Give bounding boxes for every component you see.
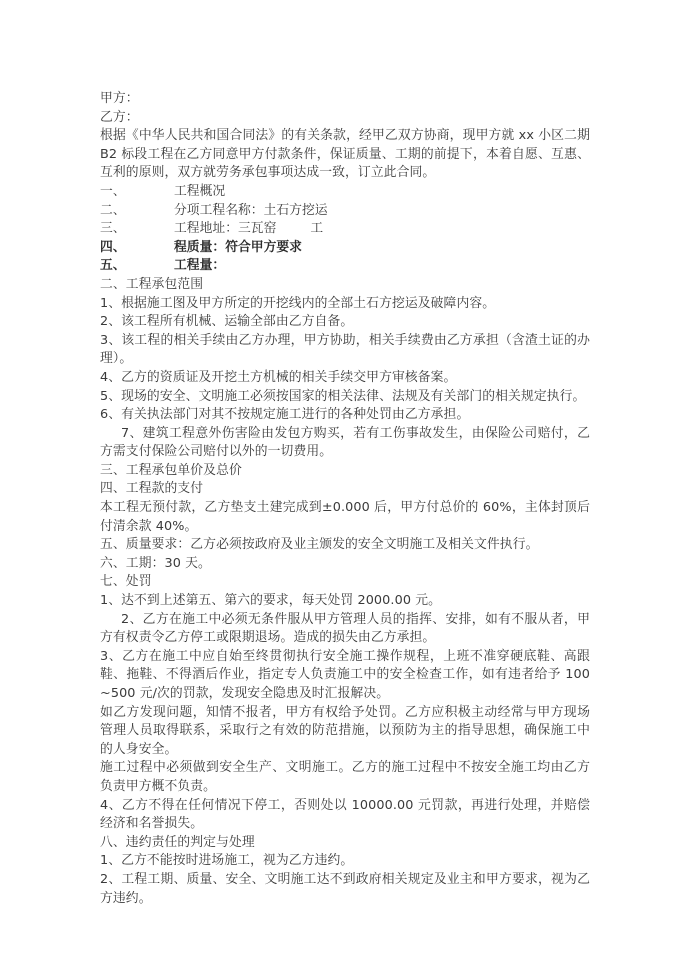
clause-duration: 六、工期：30 天。 <box>100 555 211 571</box>
overview-item-2-number: 二、 <box>100 202 126 218</box>
section-heading-scope: 二、工程承包范围 <box>100 276 204 292</box>
penalty-paragraph: 如乙方发现问题，知情不报者，甲方有权给予处罚。乙方应积极主动经常与甲方现场管理人员取得联系，采取行之有效的防范措施，以预防为主的指导思想，确保施工中的人身安全。 <box>100 704 590 757</box>
overview-item-1-number: 一、 <box>100 183 126 199</box>
overview-item-3-label-extra: 工 <box>310 221 324 237</box>
penalty-item: 3、乙方在施工中应自始至终贯彻执行安全施工操作规程，上班不准穿硬底鞋、高跟鞋、拖鞋、不得酒后作业，指定专人负责施工中的安全检查工作，如有违者给予 100~500 元/次的罚款，发现安全隐患及时汇报解决。 <box>100 648 590 701</box>
breach-item: 1、乙方不能按时进场施工，视为乙方违约。 <box>100 853 354 869</box>
penalty-item: 1、达不到上述第五、第六的要求，每天处罚 2000.00 元。 <box>100 593 442 609</box>
overview-item-5-number: 五、 <box>100 258 126 274</box>
penalty-item: 4、乙方不得在任何情况下停工，否则处以 10000.00 元罚款，再进行处理，并赔偿经济和名誉损失。 <box>100 797 590 832</box>
scope-item: 2、该工程所有机械、运输全部由乙方自备。 <box>100 314 354 330</box>
overview-item-1-label: 工程概况 <box>174 183 226 199</box>
scope-item: 7、建筑工程意外伤害险由发包方购买，若有工伤事故发生，由保险公司赔付，乙方需支付保险公司赔付以外的一切费用。 <box>100 425 590 460</box>
section-heading-payment: 四、工程款的支付 <box>100 481 204 497</box>
payment-paragraph: 本工程无预付款，乙方垫支土建完成到±0.000 后，甲方付总价的 60%，主体封顶后付清余款 40%。 <box>100 500 590 534</box>
penalty-item: 2、乙方在施工中必须无条件服从甲方管理人员的指挥、安排，如有不服从者，甲方有权责令乙方停工或限期退场。造成的损失由乙方承担。 <box>100 611 590 646</box>
party-a-label: 甲方： <box>100 91 139 106</box>
overview-item-4-number: 四、 <box>100 239 126 255</box>
overview-item-5 <box>100 257 590 276</box>
penalty-paragraph: 施工过程中必须做到安全生产、文明施工。乙方的施工过程中不按安全施工均由乙方负责甲方概不负责。 <box>100 760 590 794</box>
document-body <box>100 90 590 908</box>
overview-list <box>100 183 590 276</box>
scope-item: 1、根据施工图及甲方所定的开挖线内的全部土石方挖运及破障内容。 <box>100 295 496 311</box>
breach-item: 2、工程工期、质量、安全、文明施工达不到政府相关规定及业主和甲方要求，视为乙方违约。 <box>100 871 590 906</box>
overview-item-3-label: 工程地址：三瓦窑 <box>174 221 277 237</box>
scope-item: 6、有关执法部门对其不按规定施工进行的各种处罚由乙方承担。 <box>100 407 470 423</box>
overview-item-3-number: 三、 <box>100 221 126 237</box>
clause-breach-heading: 八、违约责任的判定与处理 <box>100 834 255 850</box>
overview-item-4-label: 程质量：符合甲方要求 <box>174 239 302 255</box>
overview-item-5-label: 工程量： <box>174 258 226 274</box>
section-heading-price: 三、工程承包单价及总价 <box>100 462 242 478</box>
overview-item-3 <box>100 220 590 239</box>
scope-item: 4、乙方的资质证及开挖土方机械的相关手续交甲方审核备案。 <box>100 369 457 385</box>
overview-item-4 <box>100 239 590 258</box>
scope-item: 5、现场的安全、文明施工必须按国家的相关法律、法规及有关部门的相关规定执行。 <box>100 388 586 404</box>
overview-item-2-label: 分项工程名称：土石方挖运 <box>174 202 328 218</box>
clause-quality: 五、质量要求：乙方必须按政府及业主颁发的安全文明施工及相关文件执行。 <box>100 537 539 553</box>
preamble-paragraph: 根据《中华人民共和国合同法》的有关条款，经甲乙双方协商，现甲方就 xx 小区二期 B2 标段工程在乙方同意甲方付款条件，保证质量、工期的前提下，本着自愿、互惠、互利的原则，双方就劳务承包事项达成一致，订立此合同。 <box>100 128 590 181</box>
overview-item-1 <box>100 183 590 202</box>
clause-penalty-heading: 七、处罚 <box>100 574 152 590</box>
scope-item: 3、该工程的相关手续由乙方办理，甲方协助，相关手续费由乙方承担（含渣土证的办理）。 <box>100 332 590 367</box>
overview-item-2 <box>100 202 590 221</box>
party-b-label: 乙方： <box>100 109 139 125</box>
